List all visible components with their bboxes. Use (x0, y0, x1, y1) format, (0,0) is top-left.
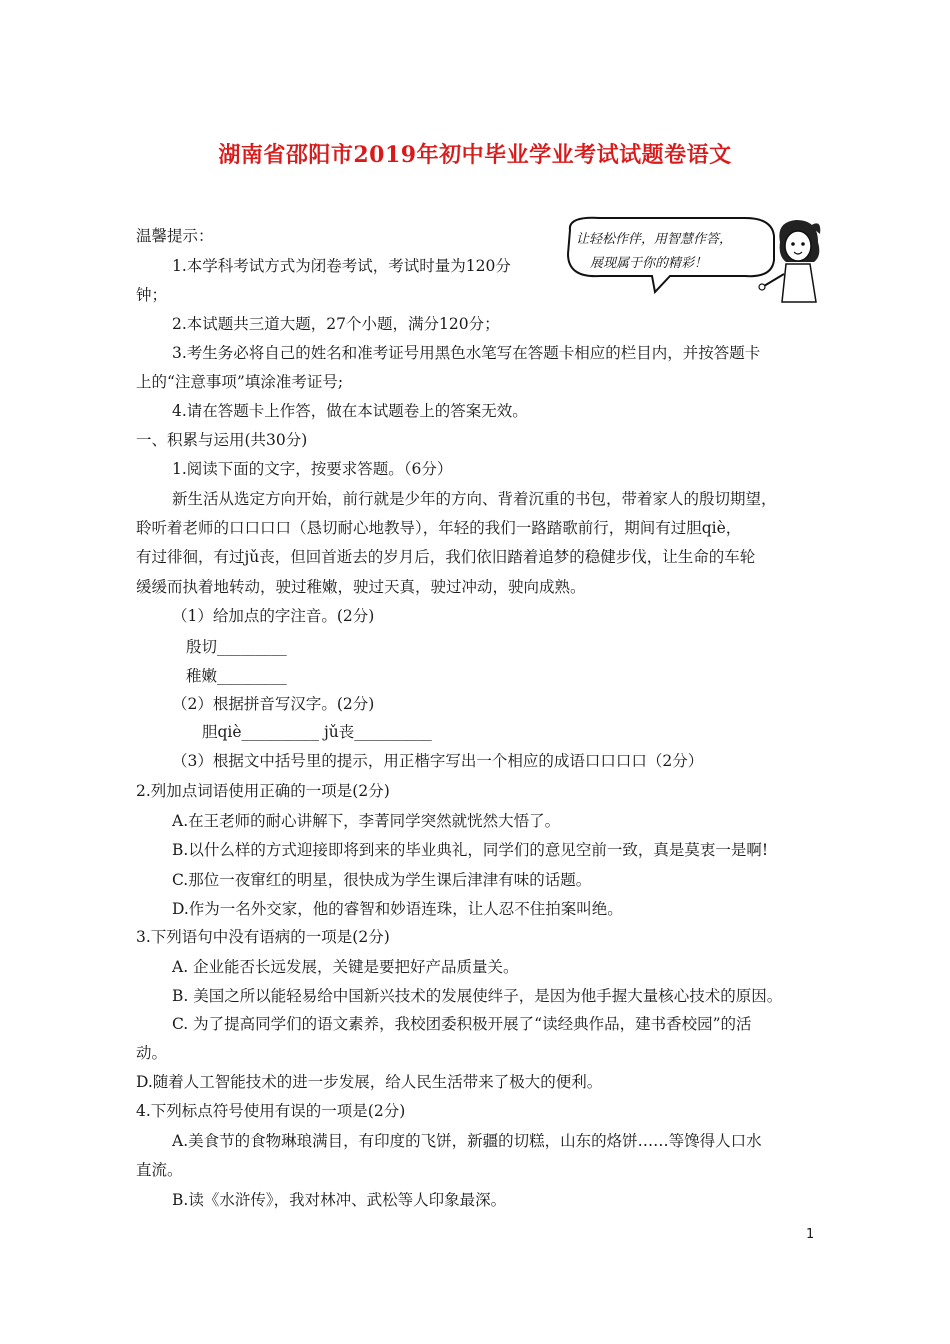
tip-3-cont: 上的“注意事项”填涂准考证号; (136, 373, 344, 391)
q4-option-a-cont: 直流。 (136, 1161, 183, 1179)
answer-line-pinyin: 胆qiè__________ jǔ丧__________ (202, 723, 432, 741)
q2-option-a: A.在王老师的耐心讲解下，李菁同学突然就恍然大悟了。 (172, 812, 561, 830)
mascot-illustration (560, 212, 822, 308)
sub-question-2: （2）根据拼音写汉字。(2分) (172, 695, 375, 713)
tip-3: 3.考生务必将自己的姓名和准考证号用黑色水笔写在答题卡相应的栏目内，并按答题卡 (172, 344, 761, 362)
q2-option-b: B.以什么样的方式迎接即将到来的毕业典礼，同学们的意见空前一致，真是莫衷一是啊! (172, 841, 769, 859)
passage-line-1: 新生活从选定方向开始，前行就是少年的方向、背着沉重的书包，带着家人的殷切期望， (172, 490, 777, 508)
tips-heading: 温馨提示： (136, 227, 214, 245)
answer-line-zhinen: 稚嫩_________ (186, 667, 287, 685)
question-2: 2.列加点词语使用正确的一项是(2分) (136, 782, 390, 800)
tip-1-cont: 钟； (136, 286, 168, 304)
q2-option-c: C.那位一夜窜红的明星，很快成为学生课后津津有味的话题。 (172, 871, 592, 889)
q3-option-c-cont: 动。 (136, 1044, 168, 1062)
q3-option-b: B. 美国之所以能轻易给中国新兴技术的发展使绊子，是因为他手握大量核心技术的原因。 (172, 987, 783, 1005)
answer-line-yinqie: 殷切_________ (186, 638, 287, 656)
question-1: 1.阅读下面的文字，按要求答题。（6分） (172, 460, 453, 478)
bubble-text-1: 让轻松作伴，用智慧作答， (576, 232, 733, 247)
sub-question-3: （3）根据文中括号里的提示，用正楷字写出一个相应的成语口口口口（2分） (172, 752, 704, 770)
q3-option-c: C. 为了提高同学们的语文素养，我校团委积极开展了“读经典作品，建书香校园”的活 (172, 1015, 752, 1033)
q2-option-d: D.作为一名外交家，他的睿智和妙语连珠，让人忍不住拍案叫绝。 (172, 900, 623, 918)
q4-option-b: B.读《水浒传》，我对林冲、武松等人印象最深。 (172, 1191, 507, 1209)
q3-option-a: A. 企业能否长远发展，关键是要把好产品质量关。 (172, 958, 519, 976)
section-heading: 一、积累与运用(共30分) (136, 431, 308, 449)
q4-option-a: A.美食节的食物琳琅满目，有印度的飞饼，新疆的切糕，山东的烙饼……等馋得人口水 (172, 1132, 762, 1150)
question-3: 3.下列语句中没有语病的一项是(2分) (136, 928, 390, 946)
page-number: 1 (806, 1227, 815, 1242)
question-4: 4.下列标点符号使用有误的一项是(2分) (136, 1102, 406, 1120)
tip-4: 4.请在答题卡上作答，做在本试题卷上的答案无效。 (172, 402, 528, 420)
tip-1: 1.本学科考试方式为闭卷考试，考试时量为120分 (172, 257, 511, 275)
passage-line-4: 缓缓而执着地转动，驶过稚嫩，驶过天真，驶过冲动，驶向成熟。 (136, 578, 586, 596)
tip-2: 2.本试题共三道大题，27个小题，满分120分； (172, 315, 500, 333)
q3-option-d: D.随着人工智能技术的进一步发展，给人民生活带来了极大的便利。 (136, 1073, 603, 1091)
bubble-text-2: 展现属于你的精彩！ (590, 256, 708, 271)
page-title: 湖南省邵阳市2019年初中毕业学业考试试题卷语文 (218, 142, 732, 168)
sub-question-1: （1）给加点的字注音。(2分) (172, 607, 375, 625)
passage-line-2: 聆听着老师的口口口口（恳切耐心地教导），年轻的我们一路踏歌前行，期间有过胆qiè， (136, 519, 742, 537)
passage-line-3: 有过徘徊，有过jǔ丧，但回首逝去的岁月后，我们依旧踏着追梦的稳健步伐，让生命的车轮 (136, 548, 756, 566)
